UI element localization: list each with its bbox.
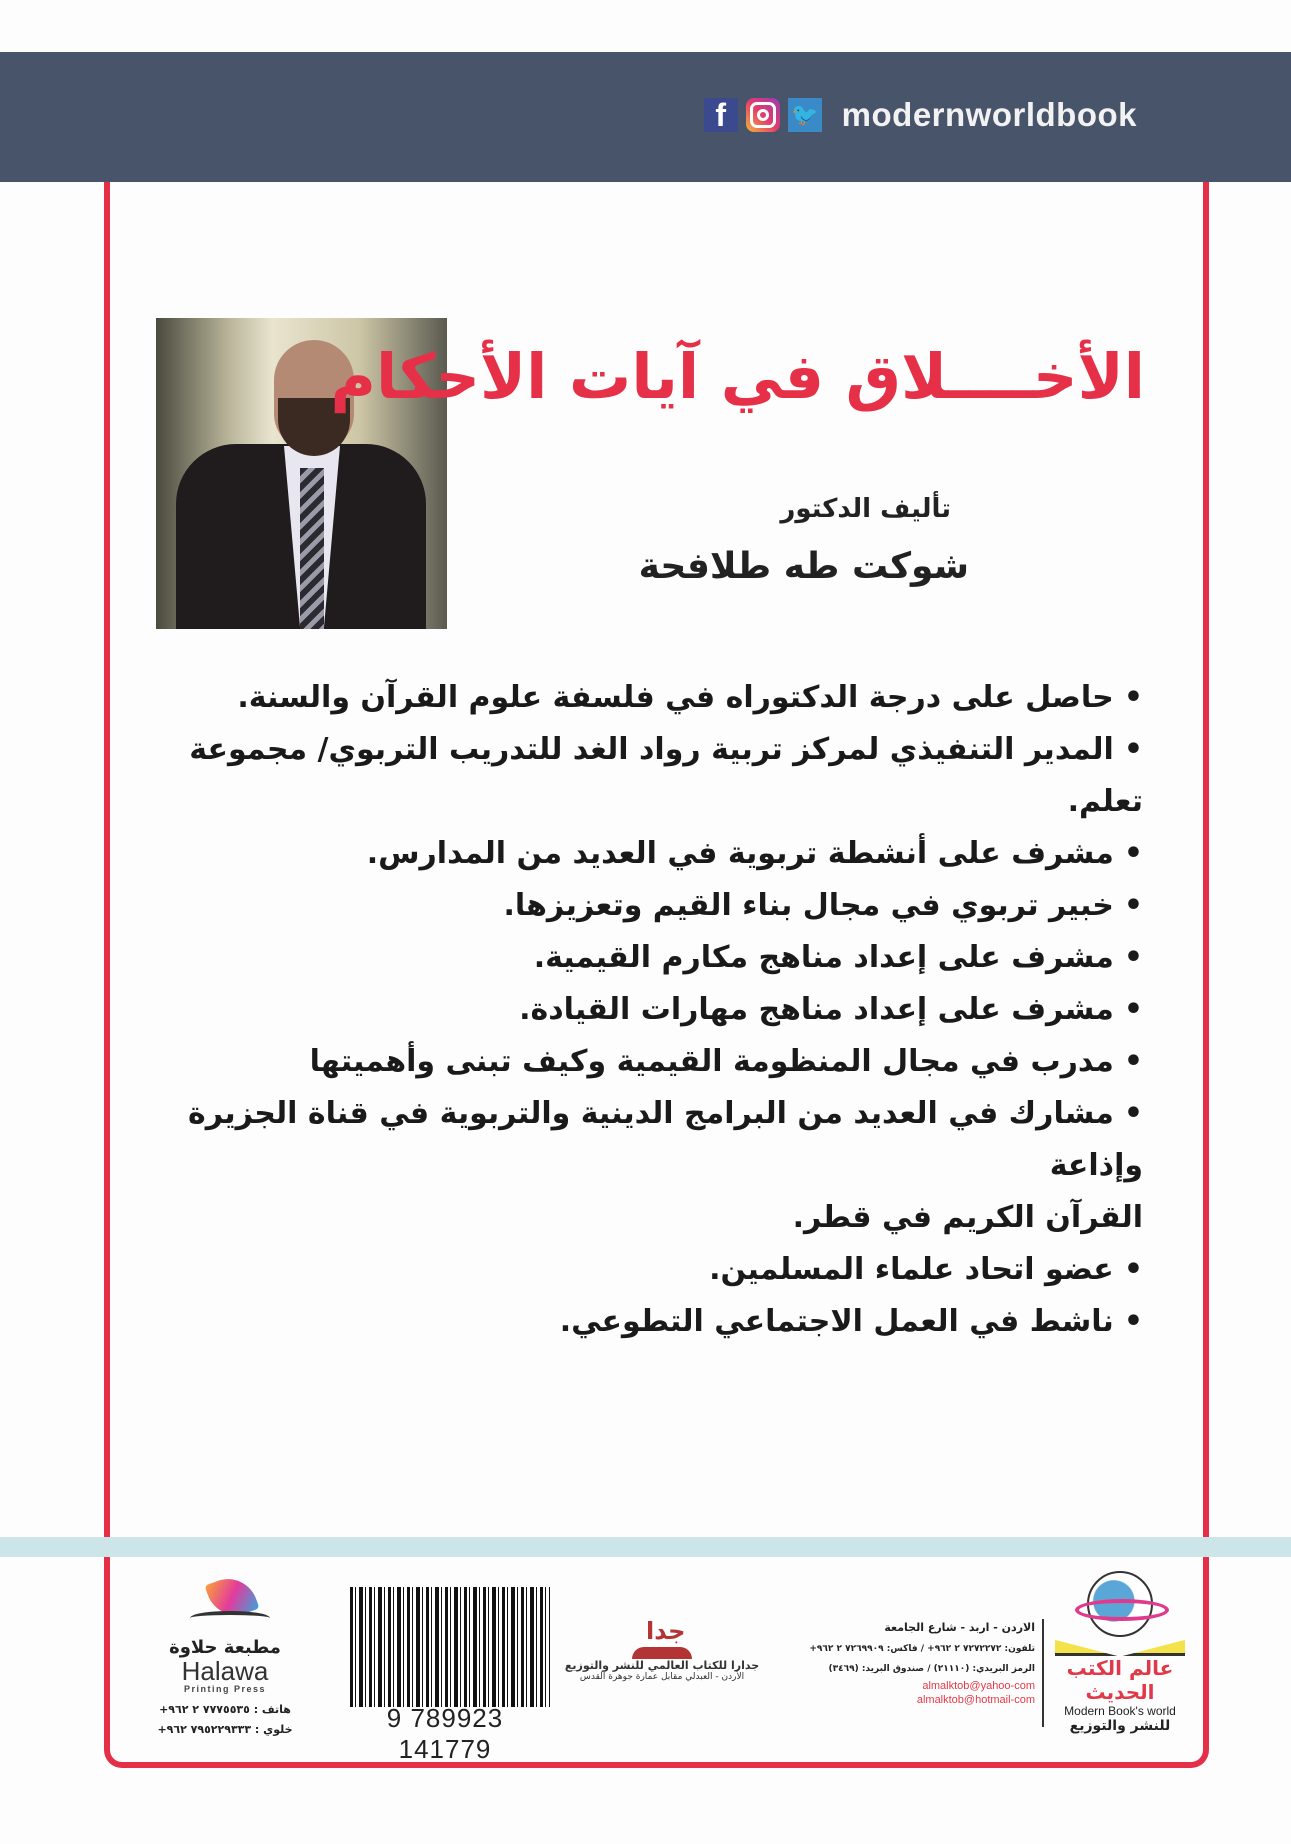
email-yahoo[interactable]: almalktob@yahoo-com <box>922 1680 1035 1692</box>
bio-item: •عضو اتحاد علماء المسلمين. <box>709 1252 1143 1287</box>
publisher-address: الاردن - اربد - شارع الجامعة <box>884 1621 1035 1634</box>
bio-item: •مشارك في العديد من البرامج الدينية والتربوية في قناة الجزيرة وإذاعة <box>187 1096 1143 1183</box>
bio-item: •مشرف على إعداد مناهج مهارات القيادة. <box>519 992 1143 1027</box>
divider <box>1042 1619 1044 1727</box>
publisher-logo <box>1050 1571 1190 1734</box>
bio-item: •مشرف على أنشطة تربوية في العديد من المدارس. <box>366 836 1143 871</box>
bio-item: •حاصل على درجة الدكتوراه في فلسفة علوم القرآن والسنة. <box>237 680 1143 715</box>
printer-phone: هاتف : ٧٧٧٥٥٣٥ ٢ ٩٦٢+ <box>159 1703 291 1716</box>
barcode-bars <box>350 1587 550 1707</box>
bio-item: •مدرب في مجال المنظومة القيمية وكيف تبنى وأهميتها <box>309 1044 1143 1079</box>
twitter-icon[interactable]: 🐦 <box>788 98 822 132</box>
printer-name-ar: مطبعة حلاوة <box>169 1637 281 1658</box>
isbn-barcode <box>340 1587 550 1764</box>
book-title: الأخــــلاق في آيات الأحكام <box>330 340 1145 413</box>
teal-stripe <box>0 1537 1291 1557</box>
publisher-name-ar: عالم الكتب الحديث <box>1066 1656 1174 1704</box>
distributor-name: جدارا للكتاب العالمي للنشر والتوزيع <box>564 1659 760 1672</box>
author-label: تأليف الدكتور <box>780 494 951 524</box>
bio-item: •المدير التنفيذي لمركز تربية رواد الغد للتدريب التربوي/ مجموعة تعلم. <box>189 732 1143 819</box>
jadara-logo-icon: جدا <box>632 1617 692 1659</box>
publisher-contact <box>770 1617 1035 1707</box>
printer-subtitle: Printing Press <box>183 1684 267 1694</box>
email-hotmail[interactable]: almalktob@hotmail-com <box>916 1694 1035 1706</box>
bio-item-continuation: القرآن الكريم في قطر. <box>792 1200 1143 1235</box>
instagram-icon[interactable] <box>746 98 780 132</box>
distributor-address: الأردن - العبدلي مقابل عمارة جوهرة القدس <box>579 1672 745 1682</box>
publisher-phone: تلفون: ٧٢٧٢٢٧٢ ٢ ٩٦٢+ / فاكس: ٧٢٦٩٩٠٩ ٢ ٩٦٢+ <box>809 1644 1035 1654</box>
facebook-icon[interactable]: f <box>704 98 738 132</box>
publisher-postal: الرمز البريدي: (٢١١١٠) / صندوق البريد: (٣٤٦٩) <box>828 1664 1035 1674</box>
distributor-block <box>562 1617 762 1682</box>
printer-name-en: Halawa <box>181 1656 269 1686</box>
globe-icon <box>1087 1571 1153 1637</box>
printer-block <box>140 1577 310 1740</box>
bio-item: •ناشط في العمل الاجتماعي التطوعي. <box>559 1304 1143 1339</box>
printer-mobile: خلوي : ٧٩٥٢٢٩٣٣٣ ٩٦٢+ <box>157 1723 293 1736</box>
bio-item: •مشرف على إعداد مناهج مكارم القيمية. <box>533 940 1143 975</box>
social-bar <box>704 96 1137 134</box>
footer <box>110 1557 1197 1762</box>
publisher-tagline: للنشر والتوزيع <box>1069 1718 1171 1734</box>
pegasus-logo-icon <box>180 1577 270 1637</box>
bio-item: •خبير تربوي في مجال بناء القيم وتعزيزها. <box>503 888 1143 923</box>
publisher-name-en: Modern Book's world <box>1064 1704 1176 1718</box>
isbn-number: 9 789923 141779 <box>386 1703 504 1764</box>
social-handle[interactable]: modernworldbook <box>841 96 1137 133</box>
author-name: شوكت طه طلافحة <box>638 546 969 587</box>
author-bio-list <box>143 672 1143 1348</box>
